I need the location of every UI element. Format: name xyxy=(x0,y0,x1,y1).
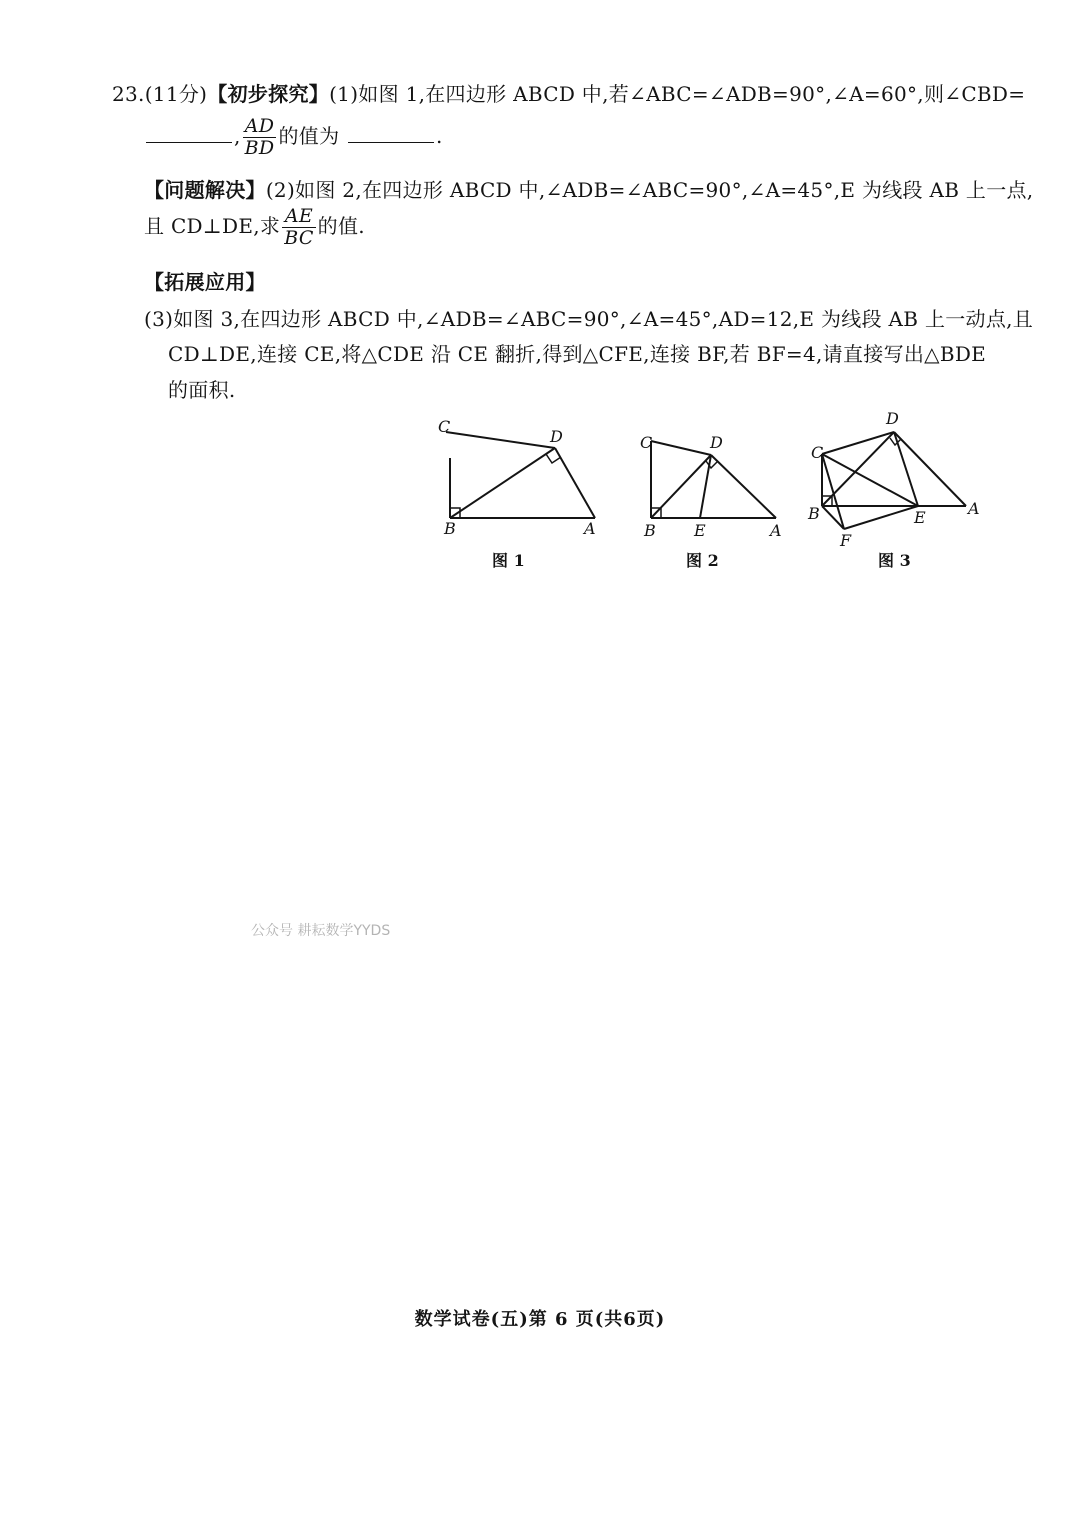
label-d: D xyxy=(710,433,723,452)
figure-2 xyxy=(636,428,796,543)
separator: , xyxy=(234,124,241,148)
watermark: 公众号 耕耘数学YYDS xyxy=(251,923,391,939)
question-23-part3-line-3: 的面积. xyxy=(168,378,236,402)
fraction-numerator: AE xyxy=(282,206,315,228)
part2-text-c: 的值. xyxy=(317,214,365,238)
section-tag-extend: 【拓展应用】 xyxy=(144,270,266,294)
right-angle-d xyxy=(706,461,717,468)
question-23-part3-line-2: CD⊥DE,连接 CE,将△CDE 沿 CE 翻折,得到△CFE,连接 BF,若 BF=4,请直接写出△BDE xyxy=(168,342,987,366)
period: . xyxy=(436,124,443,148)
fraction-ae-bc xyxy=(282,206,315,249)
label-c: C xyxy=(811,443,824,462)
label-a: A xyxy=(584,519,596,538)
figure-1 xyxy=(430,410,610,540)
label-b: B xyxy=(444,519,456,538)
label-f: F xyxy=(840,531,852,550)
question-23-line-2 xyxy=(144,116,443,159)
fraction-denominator: BD xyxy=(244,137,275,159)
answer-blank-1 xyxy=(146,141,232,143)
figure-2-caption: 图 2 xyxy=(686,551,719,570)
segment-cd xyxy=(651,441,711,455)
section-tag-explore: 【初步探究】 xyxy=(207,82,330,106)
label-b: B xyxy=(644,521,656,540)
part1-text-b: 的值为 xyxy=(278,124,340,148)
segment-da xyxy=(711,455,776,518)
part1-text: (1)如图 1,在四边形 ABCD 中,若∠ABC=∠ADB=90°,∠A=60°,则∠CBD= xyxy=(329,82,1026,106)
label-c: C xyxy=(438,417,451,436)
figure-3-caption: 图 3 xyxy=(878,551,911,570)
part2-text-b: 且 CD⊥DE,求 xyxy=(144,214,281,238)
fraction-denominator: BC xyxy=(284,227,314,249)
label-a: A xyxy=(968,499,980,518)
segment-da xyxy=(894,432,966,506)
label-c: C xyxy=(640,433,653,452)
segment-bd xyxy=(450,448,555,518)
section-tag-solve: 【问题解决】 xyxy=(144,178,266,202)
label-a: A xyxy=(770,521,782,540)
segment-fe xyxy=(844,506,918,529)
question-number: 23.(11分) xyxy=(112,82,208,106)
label-d: D xyxy=(550,427,563,446)
segment-da xyxy=(555,448,595,518)
question-23-part2-line-1 xyxy=(144,174,1033,203)
label-d: D xyxy=(886,409,899,428)
fraction-ad-bd xyxy=(243,116,277,159)
fraction-numerator: AD xyxy=(243,116,277,138)
question-23-part2-line-2 xyxy=(144,206,365,249)
part2-text: (2)如图 2,在四边形 ABCD 中,∠ADB=∠ABC=90°,∠A=45°,E 为线段 AB 上一点, xyxy=(265,178,1034,202)
label-e: E xyxy=(694,521,706,540)
question-23-part3-line-1: (3)如图 3,在四边形 ABCD 中,∠ADB=∠ABC=90°,∠A=45°,AD=12,E 为线段 AB 上一动点,且 xyxy=(144,307,1034,331)
question-23-line-1 xyxy=(112,78,1025,107)
label-b: B xyxy=(808,504,820,523)
segment-cd xyxy=(446,432,555,448)
label-e: E xyxy=(914,508,926,527)
answer-blank-2 xyxy=(348,141,434,143)
figure-3 xyxy=(800,406,990,551)
page-footer: 数学试卷(五)第 6 页(共6页) xyxy=(414,1309,666,1330)
figure-1-caption: 图 1 xyxy=(492,551,525,570)
